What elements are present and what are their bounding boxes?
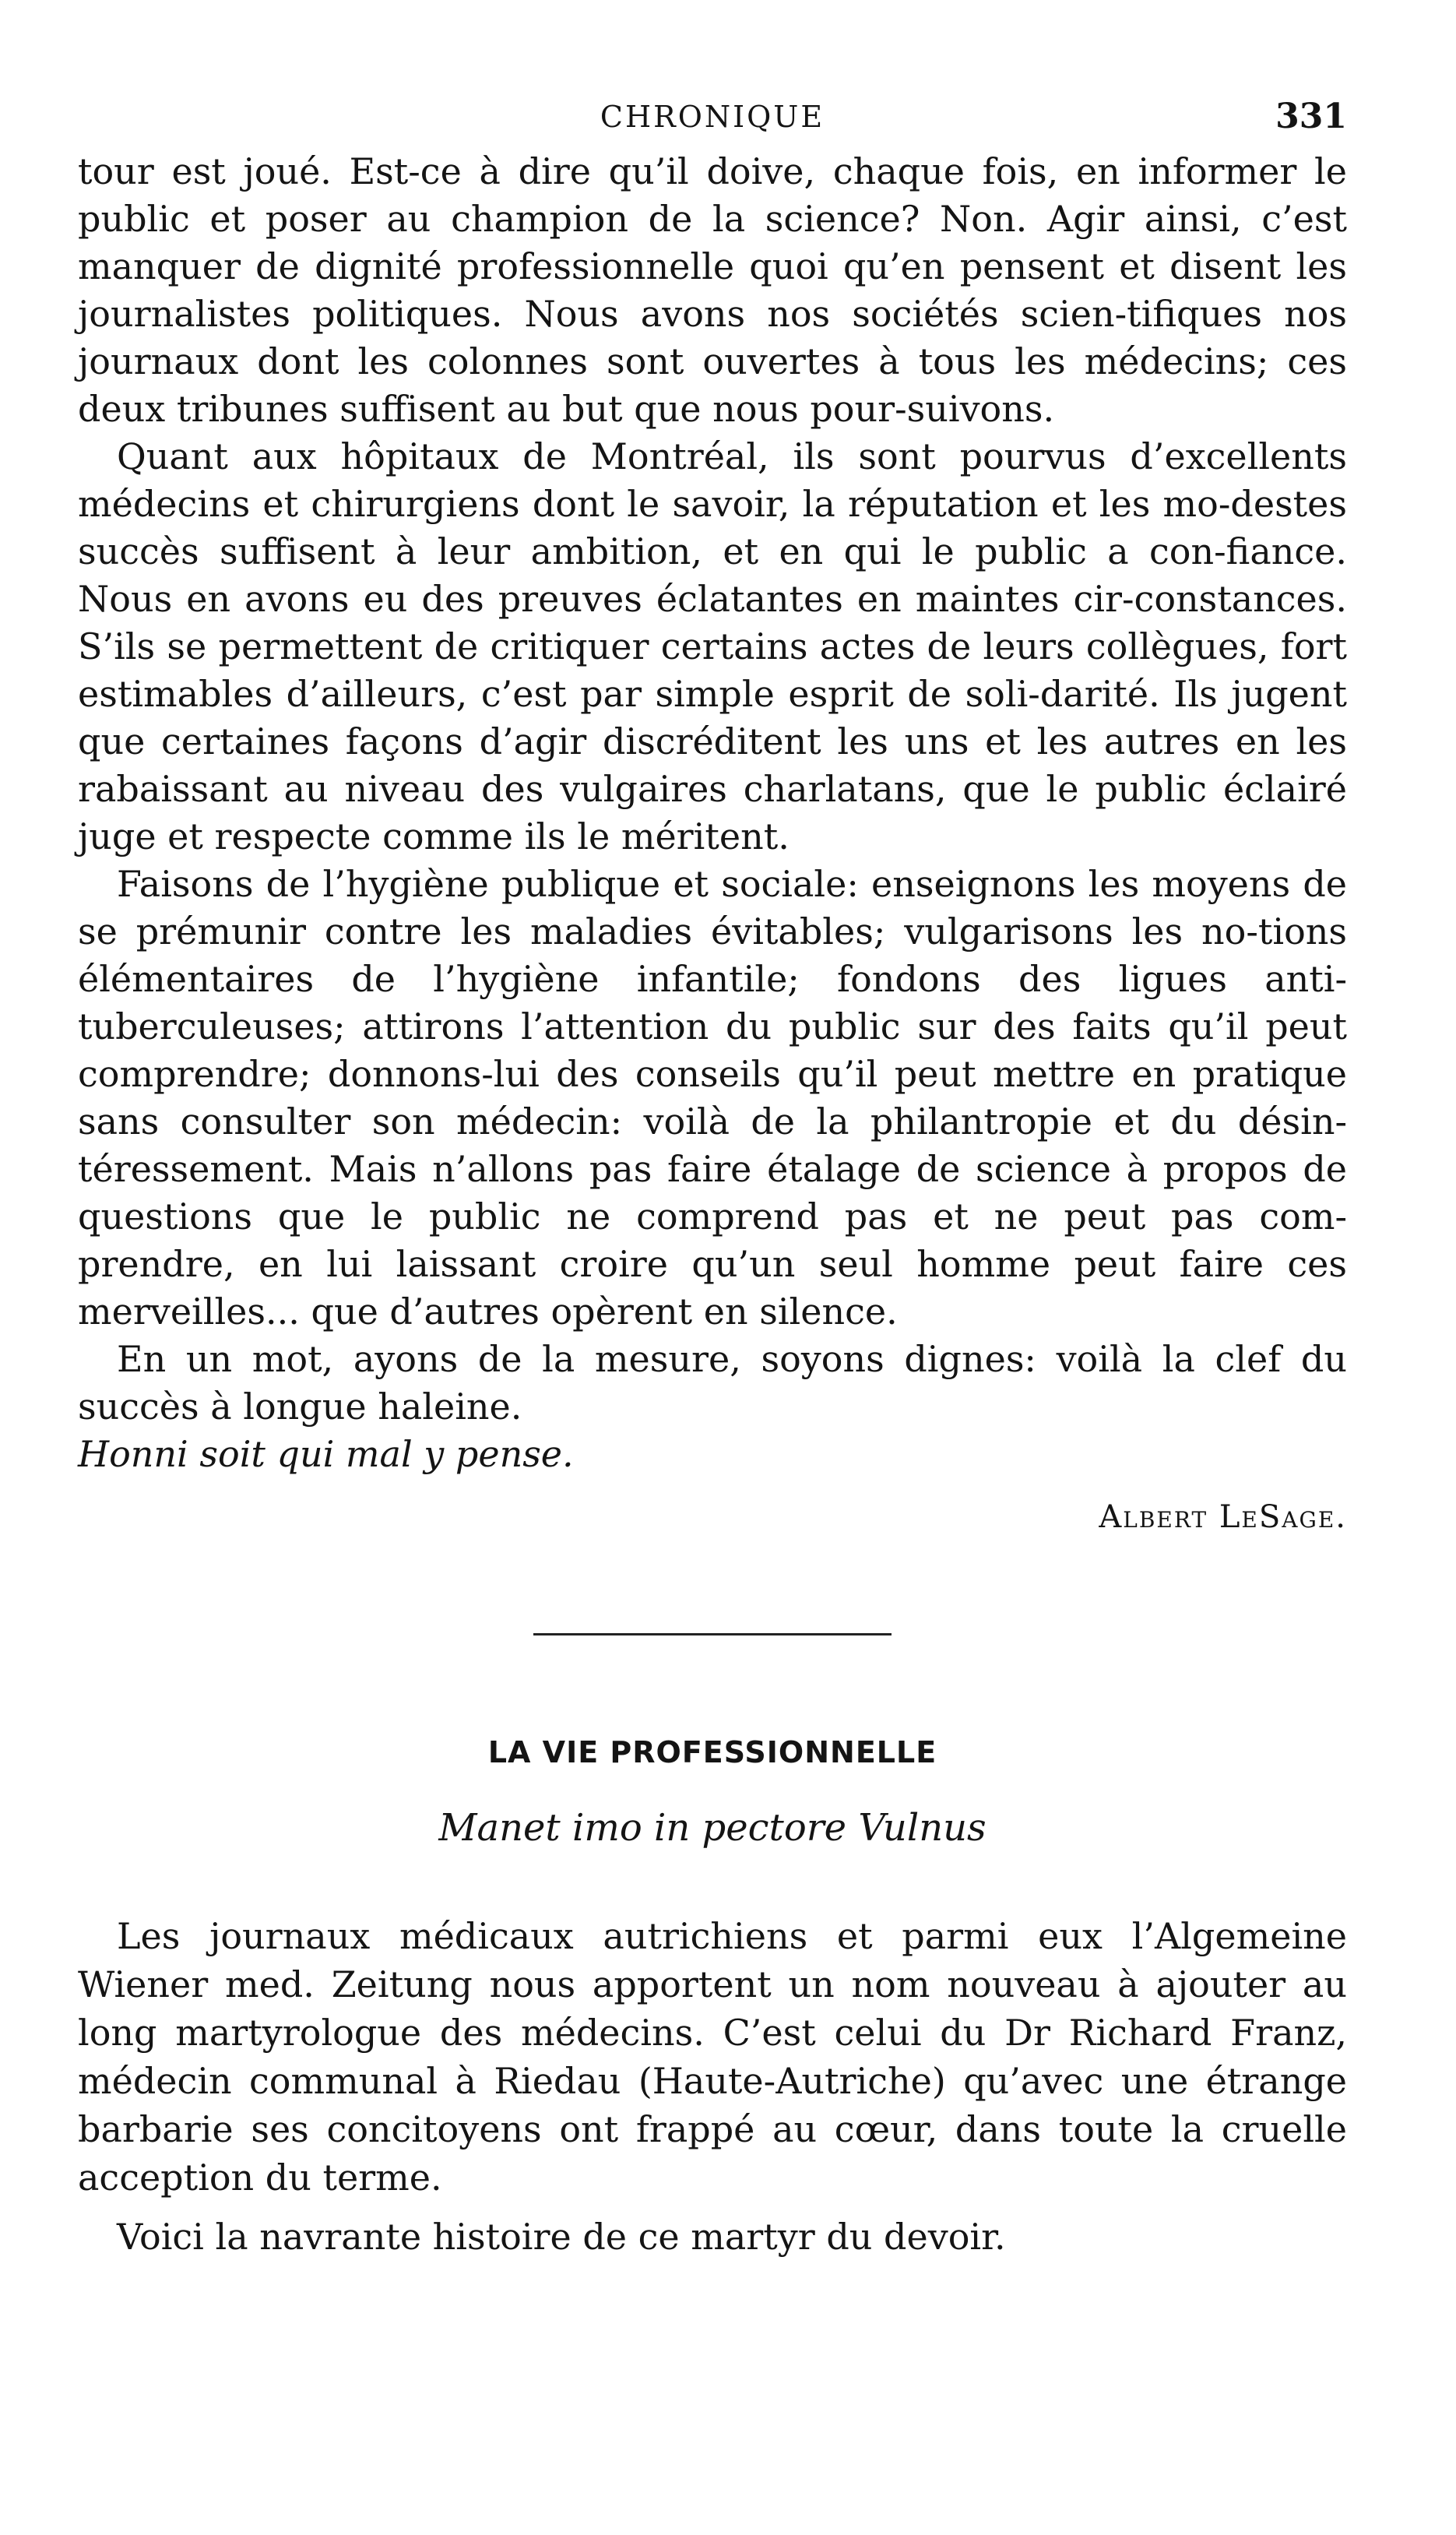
paragraph: Voici la navrante histoire de ce martyr du devoir.: [117, 2216, 1006, 2258]
running-title: CHRONIQUE: [600, 100, 825, 134]
paragraph: tour est joué. Est-ce à dire qu’il doive, chaque fois, en informer le public et poser au champion de la science? Non. Agir ainsi, c’est manquer de dignité professionnelle quoi qu’en pensent et disent les journalistes politiques. Nous avons nos sociétés scien-tifiques nos journaux dont les colonnes sont ouvertes à tous les médecins; ces deux tribunes suffisent au but que nous pour-suivons.: [78, 150, 1347, 430]
paragraph: Les journaux médicaux autrichiens et parmi eux l’Algemeine Wiener med. Zeitung nous apportent un nom nouveau à ajouter au long martyrologue des médecins. C’est celui du Dr Richard Franz, médecin communal à Riedau (Haute-Autriche) qu’avec une étrange barbarie ses concitoyens ont frappé au cœur, dans toute la cruelle acception du terme.: [78, 1915, 1347, 2199]
paragraph: En un mot, ayons de la mesure, soyons dignes: voilà la clef du succès à longue haleine.: [78, 1338, 1347, 1428]
chronique-body: [78, 148, 1347, 1541]
page-number: 331: [1275, 97, 1347, 136]
closing-motto: Honni soit qui mal y pense.: [78, 1433, 574, 1475]
running-head: [78, 93, 1347, 148]
section-body: [78, 1912, 1347, 2261]
paragraph: Quant aux hôpitaux de Montréal, ils sont pourvus d’excellents médecins et chirurgiens dont le savoir, la réputation et les mo-destes succès suffisent à leur ambition, et en qui le public a con-fiance. Nous en avons eu des preuves éclatantes en maintes cir-constances. S’ils se permettent de critiquer certains actes de leurs collègues, fort estimables d’ailleurs, c’est par simple esprit de soli-darité. Ils jugent que certaines façons d’agir discréditent les uns et les autres en les rabaissant au niveau des vulgaires charlatans, que le public éclairé juge et respecte comme ils le méritent.: [78, 435, 1347, 857]
section-motto: Manet imo in pectore Vulnus: [438, 1806, 986, 1850]
paragraph-gap: [78, 2202, 1347, 2213]
section-divider: [533, 1633, 892, 1635]
paragraph: Faisons de l’hygiène publique et sociale: enseignons les moyens de se prémunir contre les maladies évitables; vulgarisons les no-tions élémentaires de l’hygiène infantile; fondons des ligues anti-tuberculeuses; attirons l’attention du public sur des faits qu’il peut comprendre; donnons-lui des conseils qu’il peut mettre en pratique sans consulter son médecin: voilà de la philantropie et du désin-téressement. Mais n’allons pas faire étalage de science à propos de questions que le public ne comprend pas et ne peut pas com-prendre, en lui laissant croire qu’un seul homme peut faire ces merveilles... que d’autres opèrent en silence.: [78, 863, 1347, 1333]
author-signature: Albert LeSage.: [1099, 1499, 1347, 1535]
section-title: LA VIE PROFESSIONNELLE: [487, 1735, 937, 1769]
page: [78, 93, 1347, 2261]
